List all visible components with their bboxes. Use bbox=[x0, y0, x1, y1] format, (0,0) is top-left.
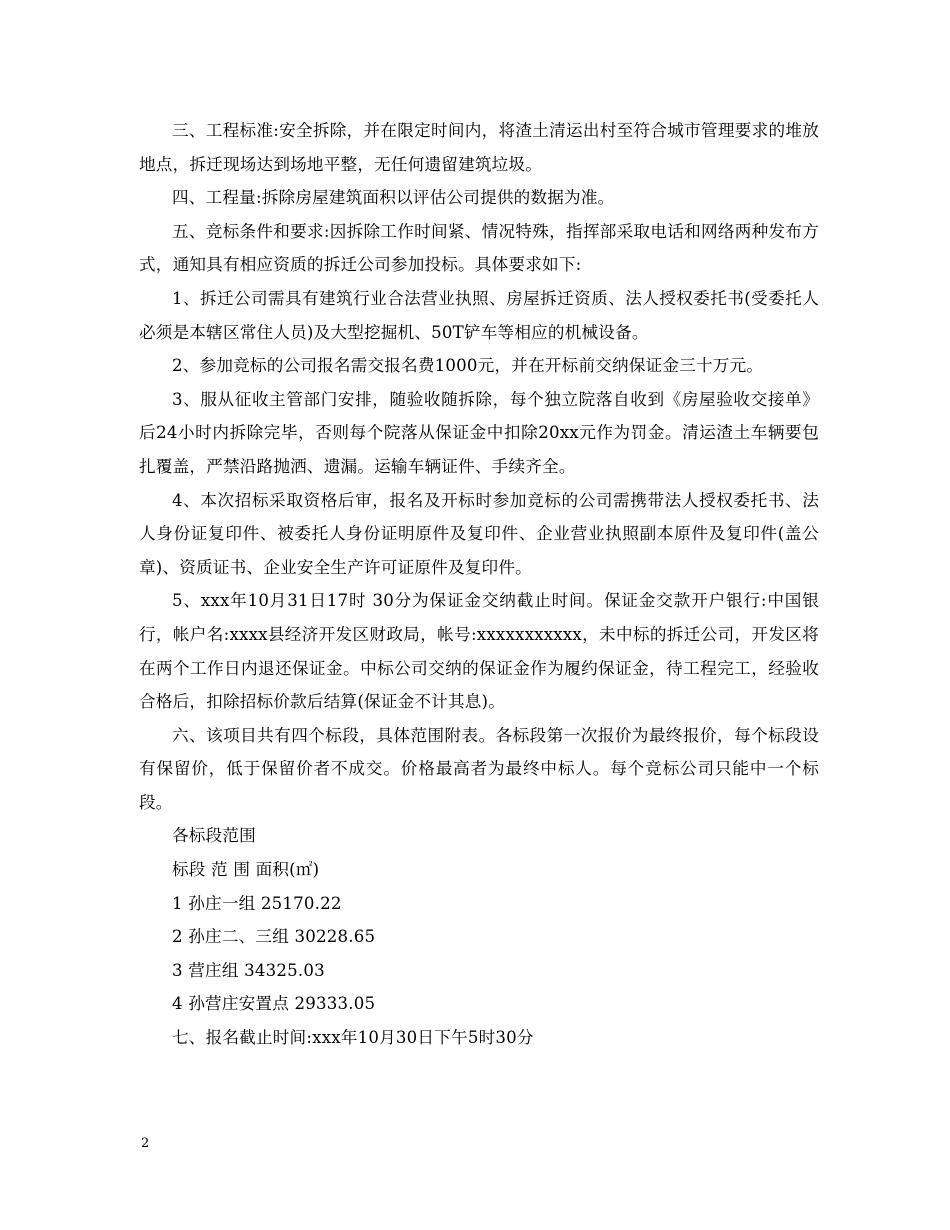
section-row-1: 1 孙庄一组 25170.22 bbox=[172, 893, 342, 913]
section-range-heading: 各标段范围 bbox=[172, 826, 256, 846]
section-row-2: 2 孙庄二、三组 30228.65 bbox=[172, 927, 376, 947]
paragraph-requirement-2: 2、参加竞标的公司报名需交报名费1000元，并在开标前交纳保证金三十万元。 bbox=[172, 356, 764, 376]
paragraph-requirement-4: 4、本次招标采取资格后审，报名及开标时参加竞标的公司需携带法人授权委托书、法人身份证复印件、被委托人身份证明原件及复印件、企业营业执照副本原件及复印件(盖公章)、资质证书、企业安全生产许可证原件及复印件。 bbox=[139, 490, 819, 577]
section-row-4: 4 孙营庄安置点 29333.05 bbox=[172, 994, 376, 1014]
section-row-3: 3 营庄组 34325.03 bbox=[172, 960, 325, 980]
section-table-header: 标段 范 围 面积(㎡) bbox=[172, 860, 320, 880]
paragraph-bid-conditions: 五、竞标条件和要求:因拆除工作时间紧、情况特殊，指挥部采取电话和网络两种发布方式，通知具有相应资质的拆迁公司参加投标。具体要求如下: bbox=[139, 221, 819, 275]
paragraph-engineering-standard: 三、工程标准:安全拆除，并在限定时间内，将渣土清运出村至符合城市管理要求的堆放地点，拆迁现场达到场地平整，无任何遗留建筑垃圾。 bbox=[139, 121, 819, 174]
paragraph-requirement-1: 1、拆迁公司需具有建筑行业合法营业执照、房屋拆迁资质、法人授权委托书(受委托人必须是本辖区常住人员)及大型挖掘机、50T铲车等相应的机械设备。 bbox=[139, 288, 819, 342]
paragraph-registration-deadline: 七、报名截止时间:xxx年10月30日下午5时30分 bbox=[172, 1028, 534, 1048]
paragraph-requirement-5: 5、xxx年10月31日17时 30分为保证金交纳截止时间。保证金交款开户银行:中国银行，帐户名:xxxx县经济开发区财政局，帐号:xxxxxxxxxxx，未中标的拆迁公司，开发区将在两个工作日内退还保证金。中标公司交纳的保证金作为履约保证金，待工程完工，经验收合格后，扣除招标价款后结算(保证金不计其息)。 bbox=[139, 591, 819, 712]
page-number: 2 bbox=[141, 1136, 150, 1151]
paragraph-sections: 六、该项目共有四个标段，具体范围附表。各标段第一次报价为最终报价，每个标段设有保留价，低于保留价者不成交。价格最高者为最终中标人。每个竞标公司只能中一个标段。 bbox=[139, 725, 819, 812]
paragraph-engineering-quantity: 四、工程量:拆除房屋建筑面积以评估公司提供的数据为准。 bbox=[172, 188, 615, 208]
document-body bbox=[139, 114, 819, 1055]
paragraph-requirement-3: 3、服从征收主管部门安排，随验收随拆除，每个独立院落自收到《房屋验收交接单》后24小时内拆除完毕，否则每个院落从保证金中扣除20xx元作为罚金。清运渣土车辆要包扎覆盖，严禁沿路抛洒、遗漏。运输车辆证件、手续齐全。 bbox=[139, 389, 819, 476]
